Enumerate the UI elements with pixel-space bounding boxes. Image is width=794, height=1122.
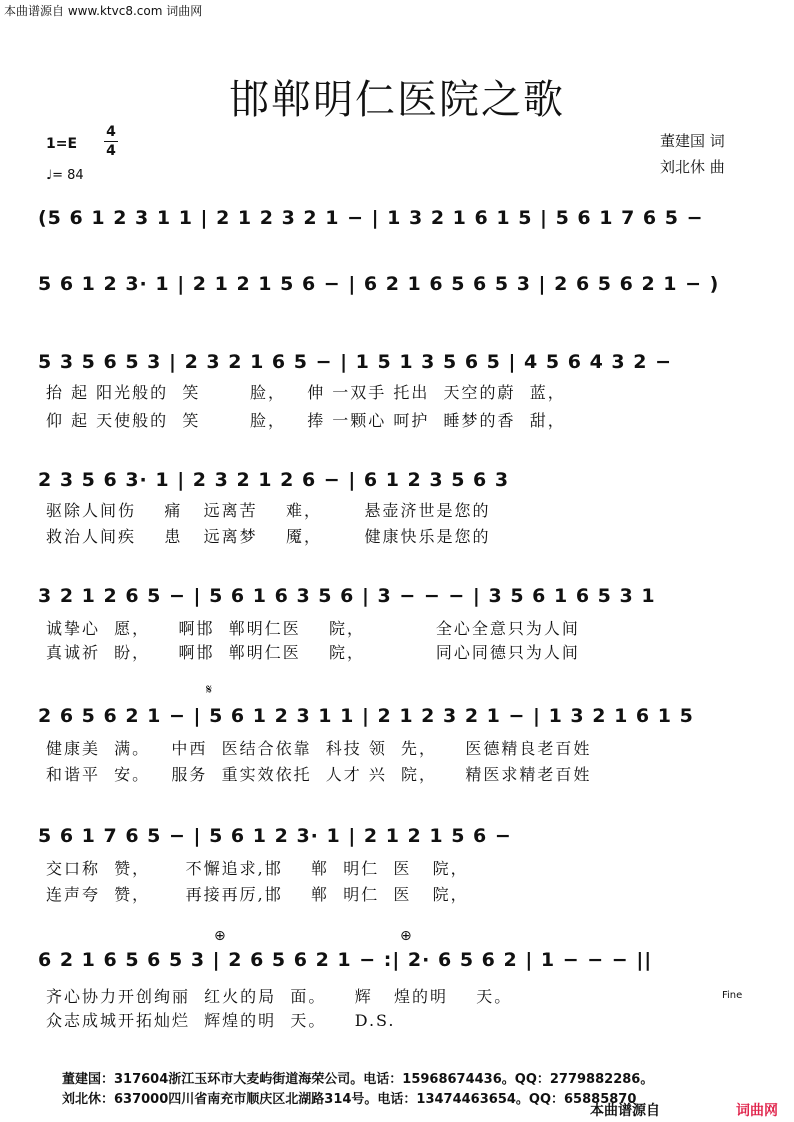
footer-line-1: 董建国：317604浙江玉环市大麦屿街道海荣公司。电话：15968674436。QQ：2779882286。 (62, 1072, 654, 1087)
lyricist: 董建国 词 (660, 132, 725, 150)
segno-icon: 𝄋 (206, 682, 213, 698)
lyric-verse-2: 救治人间疾 患 远离梦 魇， 健康快乐是您的 (46, 527, 491, 546)
notation-row: (5 6 1 2 3 1 1 | 2 1 2 3 2 1 − | 1 3 2 1 6 1 5 | 5 6 1 7 6 5 − (38, 207, 704, 229)
time-signature (104, 124, 118, 159)
composer: 刘北休 曲 (660, 158, 725, 176)
page-title: 邯郸明仁医院之歌 (229, 77, 565, 123)
credits (660, 128, 725, 180)
contact-footer (62, 1070, 653, 1110)
lyric-verse-1: 驱除人间伤 痛 远离苦 难， 悬壶济世是您的 (46, 501, 491, 520)
tempo-marking: ♩= 84 (46, 168, 84, 183)
key-signature: 1=E (46, 136, 78, 152)
notation-row: 5 6 1 7 6 5 − | 5 6 1 2 3· 1 | 2 1 2 1 5 6 − (38, 825, 512, 847)
watermark-left: 本曲谱源自 (590, 1103, 660, 1119)
notation-row: 5 3 5 6 5 3 | 2 3 2 1 6 5 − | 1 5 1 3 5 6 5 | 4 5 6 4 3 2 − (38, 351, 672, 373)
lyric-verse-1: 交口称 赞， 不懈追求,邯 郸 明仁 医 院， (46, 859, 469, 878)
footer-line-2: 刘北休：637000四川省南充市顺庆区北湖路314号。电话：13474463654。QQ：65885870 (62, 1092, 637, 1107)
source-header: 本曲谱源自 www.ktvc8.com 词曲网 (4, 4, 203, 18)
meter-top: 4 (106, 124, 116, 140)
notation-row: 6 2 1 6 5 6 5 3 | 2 6 5 6 2 1 − :| 2· 6 5 6 2 | 1 − − − || (38, 949, 653, 971)
lyric-verse-2: 和谐平 安。 服务 重实效依托 人才 兴 院， 精医求精老百姓 (46, 765, 592, 784)
lyric-verse-1: 诚挚心 愿， 啊邯 郸明仁医 院， 全心全意只为人间 (46, 619, 580, 638)
notation-row: 2 3 5 6 3· 1 | 2 3 2 1 2 6 − | 6 1 2 3 5 6 3 (38, 469, 510, 491)
lyric-verse-1: 抬 起 阳光般的 笑 脸， 伸 一双手 托出 天空的蔚 蓝， (46, 383, 566, 402)
coda-icon-2: ⊕ (400, 928, 412, 944)
lyric-verse-2: 仰 起 天使般的 笑 脸， 捧 一颗心 呵护 睡梦的香 甜， (46, 411, 566, 430)
coda-icon: ⊕ (214, 928, 226, 944)
notation-row: 5 6 1 2 3· 1 | 2 1 2 1 5 6 − | 6 2 1 6 5 6 5 3 | 2 6 5 6 2 1 − ) (38, 273, 720, 295)
meter-bottom: 4 (106, 143, 116, 159)
watermark-right: 词曲网 (736, 1103, 778, 1119)
lyric-verse-1: 健康美 满。 中西 医结合依靠 科技 领 先， 医德精良老百姓 (46, 739, 592, 758)
fine-marking: Fine (722, 990, 743, 1001)
notation-row: 2 6 5 6 2 1 − | 5 6 1 2 3 1 1 | 2 1 2 3 2 1 − | 1 3 2 1 6 1 5 (38, 705, 694, 727)
lyric-verse-2: 真诚祈 盼， 啊邯 郸明仁医 院， 同心同德只为人间 (46, 643, 580, 662)
lyric-verse-1: 齐心协力开创绚丽 红火的局 面。 辉 煌的明 天。 (46, 987, 513, 1006)
lyric-verse-2: 连声夸 赞， 再接再厉,邯 郸 明仁 医 院， (46, 885, 469, 904)
notation-row: 3 2 1 2 6 5 − | 5 6 1 6 3 5 6 | 3 − − − | 3 5 6 1 6 5 3 1 (38, 585, 656, 607)
meter-bar (104, 141, 118, 142)
lyric-verse-2: 众志成城开拓灿烂 辉煌的明 天。 D.S. (46, 1011, 396, 1030)
